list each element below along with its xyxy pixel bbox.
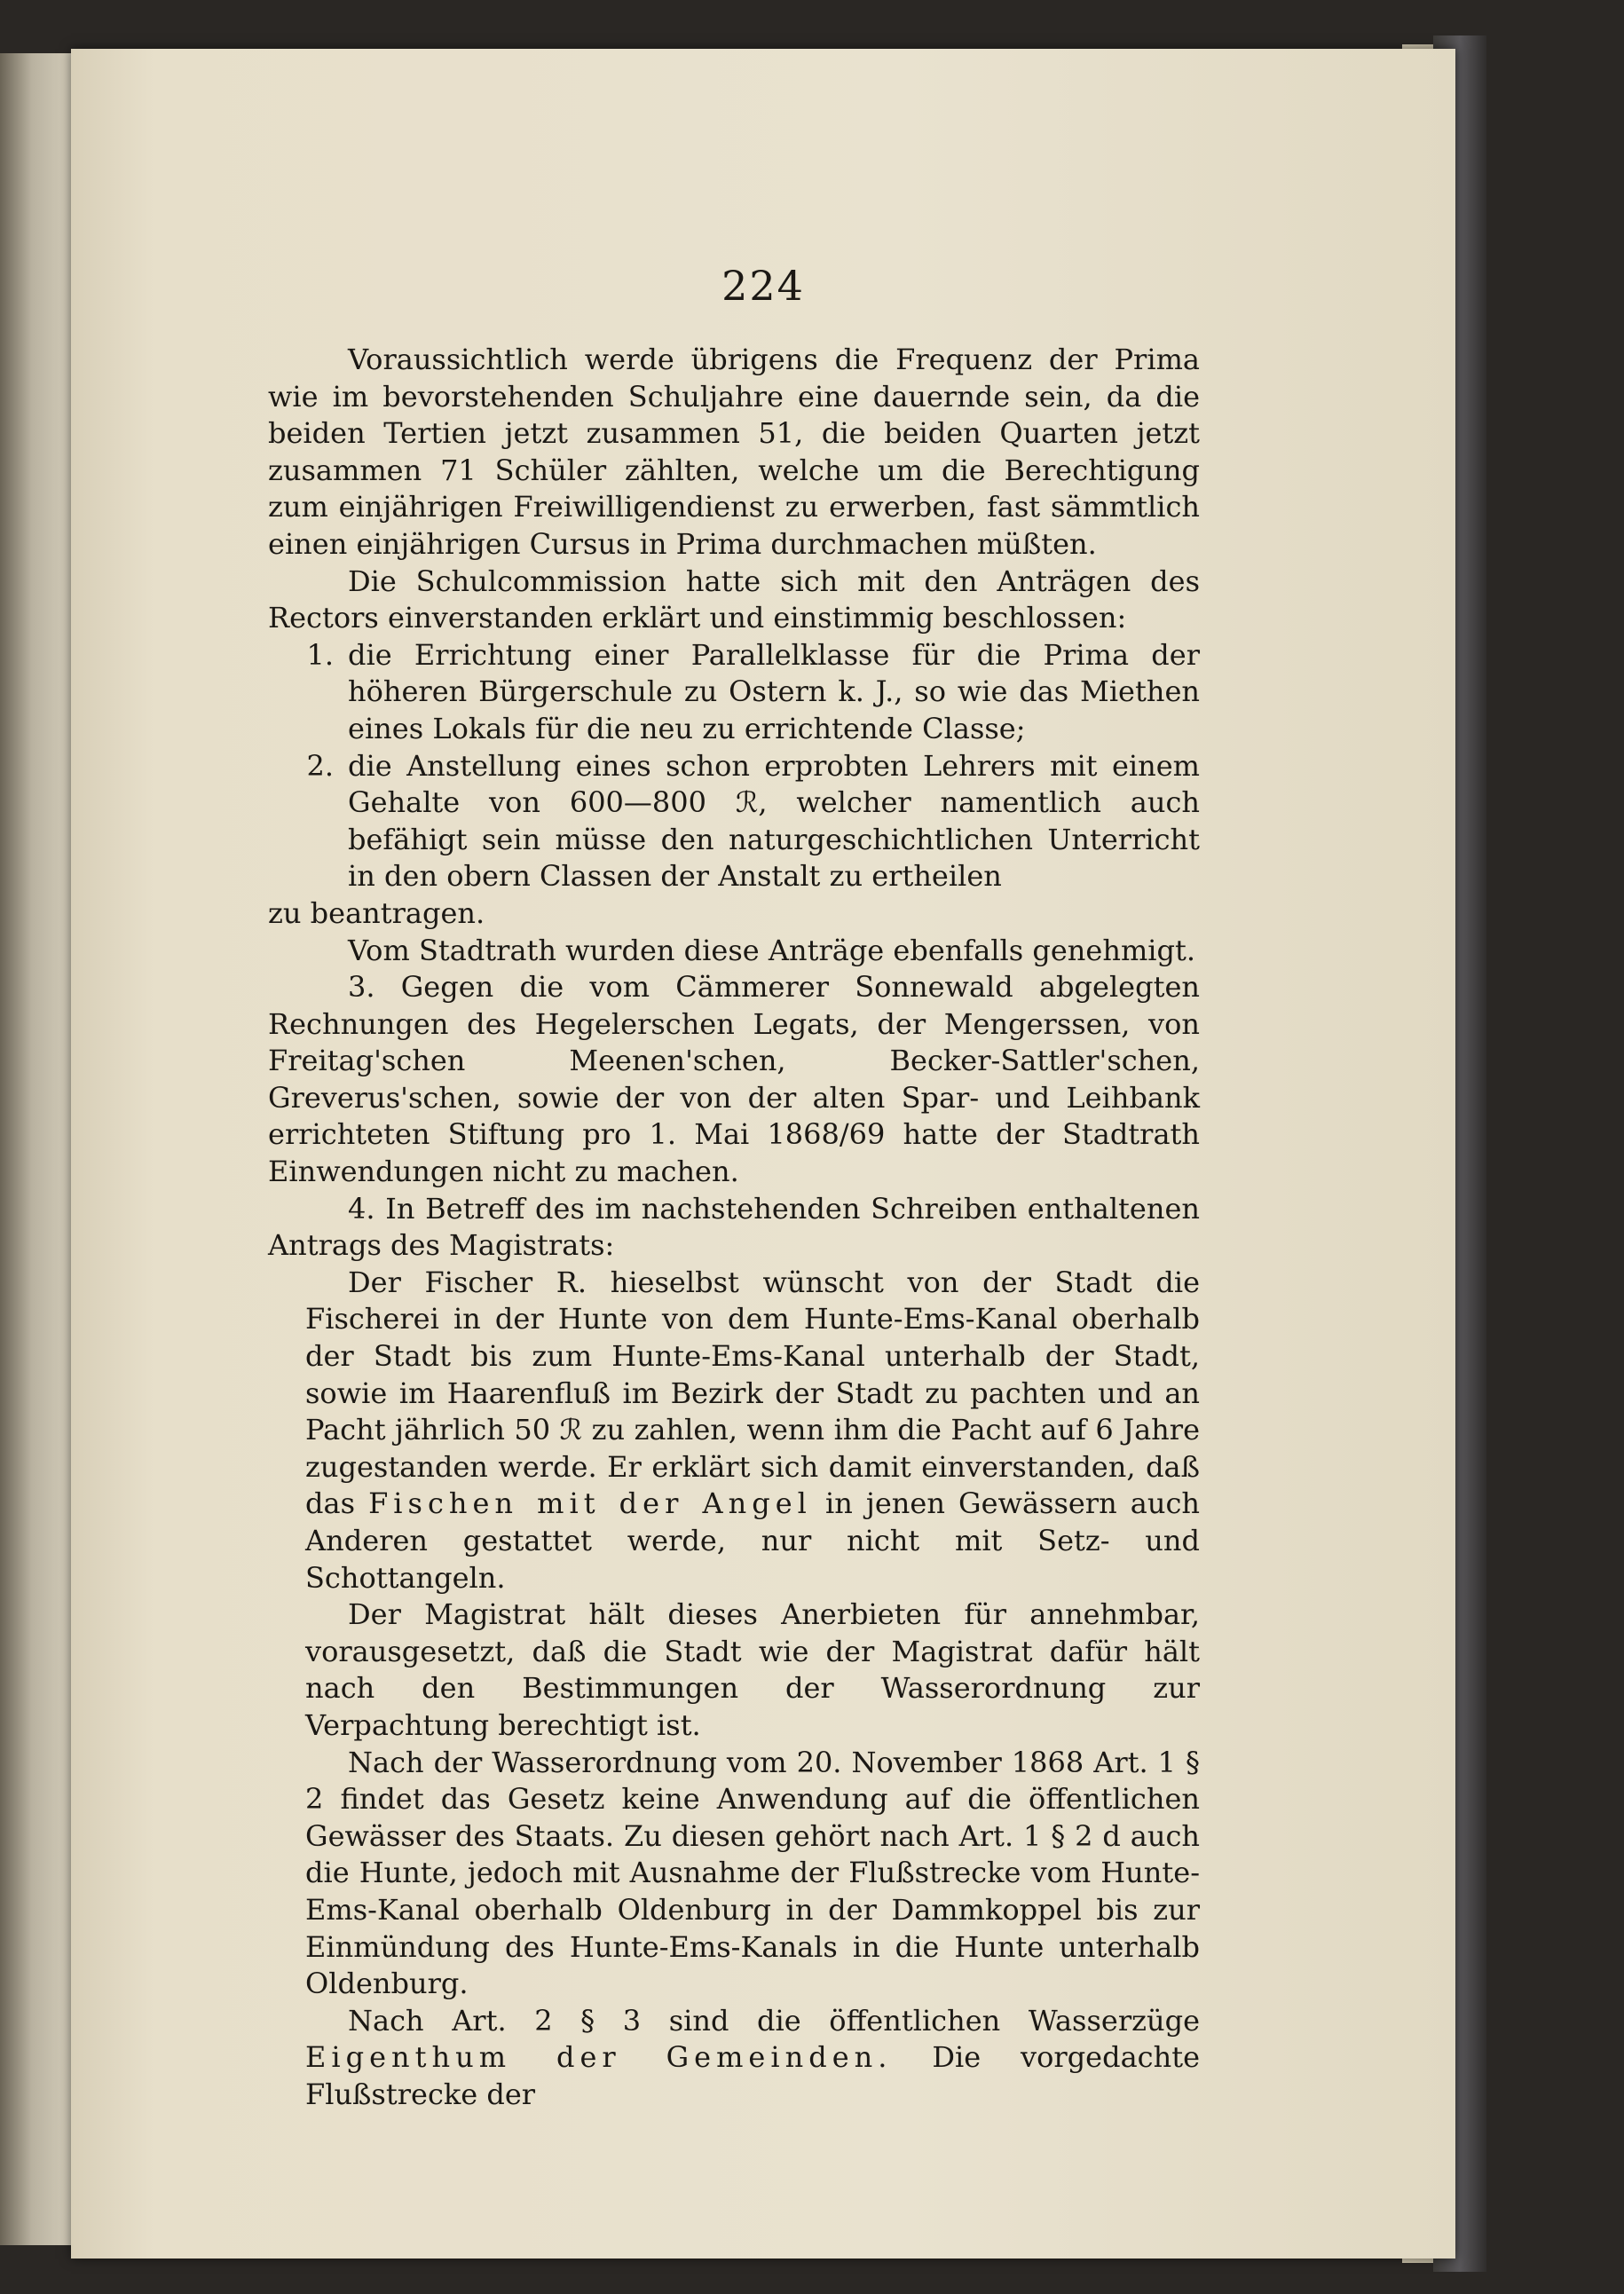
book-page [71, 49, 1455, 2259]
p9-emphasis: Eigenthum der Gemeinden. [305, 2040, 893, 2075]
p9-part-b: Die vorgedachte Flußstrecke der [305, 2040, 1200, 2111]
paragraph-rechnungen: 3. Gegen die vom Cämmerer Sonnewald abgelegten Rechnungen des Hegelerschen Legats, der Mengerssen, von Freitag'schen Meenen'schen, Becker-Sattler'schen, Greverus'schen, sowie der von der alten Spar- und Leihbank errichteten Stiftung pro 1. Mai 1868/69 hatte der Stadtrath Einwendungen nicht zu machen. [268, 970, 1200, 1189]
paragraph-frequency: Voraussichtlich werde übrigens die Frequenz der Prima wie im bevorstehenden Schuljahre eine dauernde sein, da die beiden Tertien jetzt zusammen 51, die beiden Quarten jetzt zusammen 71 Schüler zählten, welche um die Berechtigung zum einjährigen Freiwilligendienst zu erwerben, fast sämmtlich einen einjährigen Cursus in Prima durchmachen müßten. [268, 343, 1200, 561]
paragraph-beantragen: zu beantragen. [268, 895, 485, 930]
quoted-letter-text [305, 1265, 1200, 1596]
p9-part-a: Nach Art. 2 § 3 sind die öffentlichen Wasserzüge [348, 2003, 1200, 2038]
paragraph-magistrat: Der Magistrat hält dieses Anerbieten für annehmbar, vorausgesetzt, daß die Stadt wie der Magistrat dafür hält nach den Bestimmungen der Wasserordnung zur Verpachtung berechtigt ist. [305, 1597, 1200, 1742]
list-item-text: die Anstellung eines schon erprobten Lehrers mit einem Gehalte von 600—800 ℛ, welcher namentlich auch befähigt sein müsse den naturgeschichtlichen Unterricht in den obern Classen der Anstalt zu ertheilen [348, 748, 1200, 894]
paragraph-wasserordnung: Nach der Wasserordnung vom 20. November 1868 Art. 1 § 2 findet das Gesetz keine Anwendung auf die öffentlichen Gewässer des Staats. Zu diesen gehört nach Art. 1 § 2 d auch die Hunte, jedoch mit Ausnahme der Flußstrecke vom Hunte-Ems-Kanal oberhalb Oldenburg in der Dammkoppel bis zur Einmündung des Hunte-Ems-Kanals in die Hunte unterhalb Oldenburg. [305, 1745, 1200, 2001]
quote-part-a: Der Fischer R. hieselbst wünscht von der Stadt die Fischerei in der Hunte von dem Hunte-Ems-Kanal oberhalb der Stadt bis zum Hunte-Ems-Kanal unterhalb der Stadt, sowie im Haarenfluß im Bezirk der Stadt zu pachten und an Pacht jährlich 50 ℛ zu zahlen, wenn ihm die Pacht auf 6 Jahre zugestanden werde. Er erklärt sich damit einverstanden, daß das [305, 1265, 1200, 1521]
paragraph-schulcommission: Die Schulcommission hatte sich mit den Anträgen des Rectors einverstanden erklärt und einstimmig beschlossen: [268, 564, 1200, 635]
list-item-text: die Errichtung einer Parallelklasse für die Prima der höheren Bürgerschule zu Ostern k. J., so wie das Miethen eines Lokals für die neu zu errichtende Classe; [348, 637, 1200, 745]
facing-page-edge [0, 53, 80, 2245]
paragraph-stadtrath: Vom Stadtrath wurden diese Anträge ebenfalls genehmigt. [348, 933, 1196, 967]
quoted-letter [305, 1265, 1200, 2114]
page-text [268, 342, 1200, 2114]
page-number: 224 [721, 262, 805, 310]
list-item [268, 748, 1200, 895]
paragraph-eigenthum [305, 2003, 1200, 2114]
list-item [268, 637, 1200, 748]
list-item-number: 1. [306, 637, 334, 672]
list-item-number: 2. [306, 748, 334, 783]
quote-part-b: in jenen Gewässern auch Anderen gestattet werde, nur nicht mit Setz- und Schottangeln. [305, 1486, 1201, 1595]
quote-emphasis: Fischen mit der Angel [368, 1486, 812, 1521]
paragraph-antrag: 4. In Betreff des im nachstehenden Schreiben enthaltenen Antrags des Magistrats: [268, 1191, 1200, 1263]
